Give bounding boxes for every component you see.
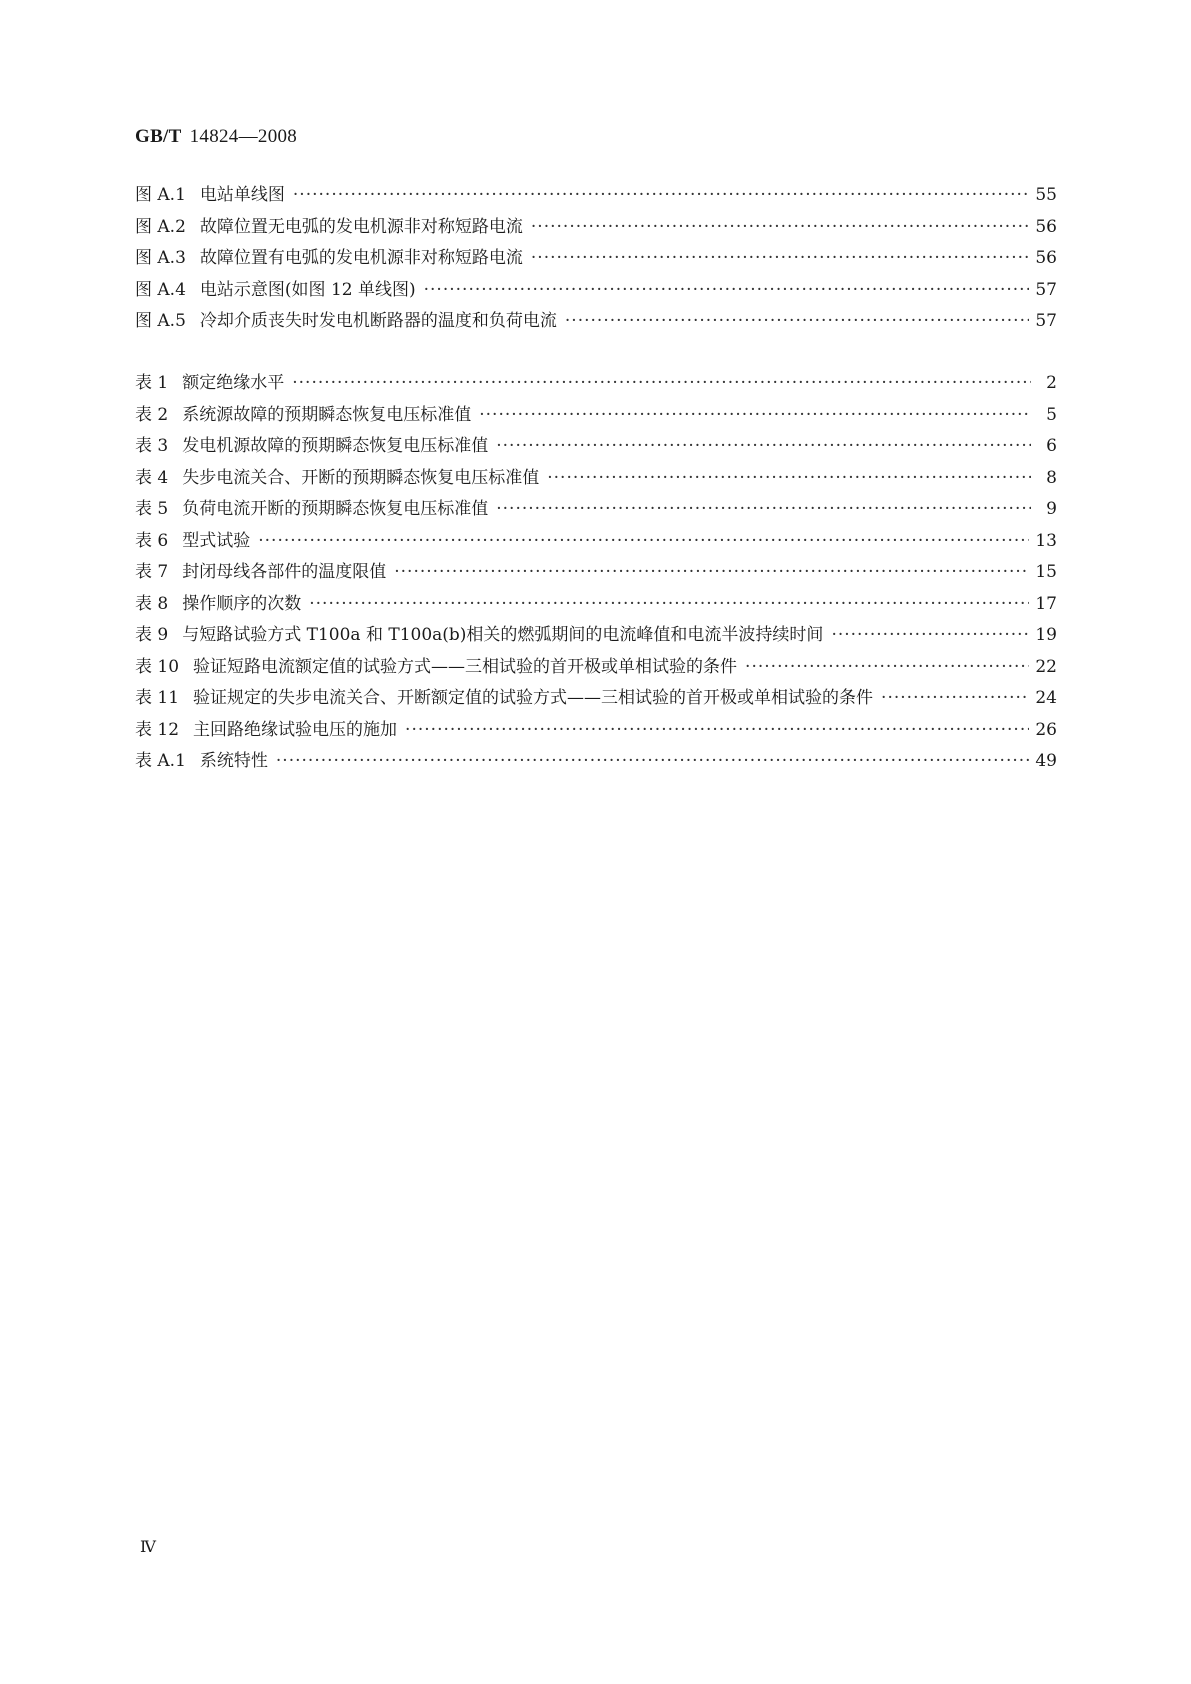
document-header — [135, 126, 297, 148]
toc-entry-title: 主回路绝缘试验电压的施加 — [193, 719, 398, 740]
toc-entry-label: 表 6 — [135, 530, 169, 551]
toc-entry-title: 封闭母线各部件的温度限值 — [182, 562, 387, 582]
toc-entry-title: 电站单线图 — [199, 185, 285, 205]
dot-leader — [258, 531, 1029, 551]
dot-leader — [565, 311, 1029, 331]
standard-code: GB/T — [135, 126, 182, 147]
dot-leader — [394, 562, 1029, 582]
dot-leader — [276, 751, 1029, 771]
dot-leader — [293, 185, 1029, 205]
dot-leader — [881, 688, 1029, 708]
toc-entry-page: 57 — [1035, 279, 1057, 300]
toc-entry-label: 表 5 — [135, 499, 169, 519]
toc-entry-label: 图 A.5 — [135, 311, 186, 331]
dot-leader — [309, 594, 1029, 614]
toc-entry-title: 故障位置有电弧的发电机源非对称短路电流 — [199, 248, 523, 268]
toc-entry[interactable] — [135, 746, 1057, 778]
toc-entry-label: 图 A.2 — [135, 216, 186, 237]
toc-entry-label: 表 11 — [135, 688, 180, 708]
toc-entry[interactable] — [135, 368, 1057, 400]
toc-entry[interactable] — [135, 180, 1057, 212]
toc-entry[interactable] — [135, 275, 1057, 307]
toc-entry-title: 故障位置无电弧的发电机源非对称短路电流 — [199, 216, 523, 237]
toc-entry-page: 8 — [1046, 467, 1057, 488]
toc-entry-page: 55 — [1035, 185, 1057, 205]
toc-entry-title: 验证短路电流额定值的试验方式——三相试验的首开极或单相试验的条件 — [193, 656, 738, 677]
toc-entry-page: 22 — [1035, 656, 1057, 677]
toc-entry-page: 13 — [1035, 530, 1057, 551]
toc-entry[interactable] — [135, 652, 1057, 684]
toc-entry[interactable] — [135, 306, 1057, 338]
toc-entry[interactable] — [135, 463, 1057, 495]
toc-entry-page: 5 — [1046, 404, 1057, 425]
toc-entry[interactable] — [135, 620, 1057, 652]
toc-entry-title: 冷却介质丧失时发电机断路器的温度和负荷电流 — [199, 311, 557, 331]
toc-entry[interactable] — [135, 715, 1057, 747]
toc-entry-label: 表 2 — [135, 404, 169, 425]
toc-entry-title: 与短路试验方式 T100a 和 T100a(b)相关的燃弧期间的电流峰值和电流半波持续时间 — [182, 625, 824, 645]
toc-entry-label: 表 12 — [135, 719, 180, 740]
figure-list — [135, 180, 1057, 338]
toc-entry-label: 表 A.1 — [135, 751, 186, 771]
toc-entry-page: 24 — [1035, 688, 1057, 708]
toc-entry-title: 系统源故障的预期瞬态恢复电压标准值 — [182, 404, 472, 425]
toc-entry-page: 17 — [1035, 593, 1057, 614]
toc-entry-page: 6 — [1046, 436, 1057, 456]
toc-entry-label: 表 7 — [135, 562, 169, 582]
toc-entry-page: 56 — [1035, 248, 1057, 268]
toc-entry-label: 图 A.1 — [135, 185, 186, 205]
toc-entry[interactable] — [135, 400, 1057, 432]
dot-leader — [405, 720, 1029, 740]
toc-entry-title: 系统特性 — [199, 751, 268, 771]
toc-entry-page: 26 — [1035, 719, 1057, 740]
toc-entry-label: 图 A.3 — [135, 248, 186, 268]
toc-entry-page: 9 — [1046, 499, 1057, 519]
toc-entry[interactable] — [135, 243, 1057, 275]
dot-leader — [531, 248, 1029, 268]
standard-number: 14824—2008 — [189, 126, 298, 147]
toc-entry[interactable] — [135, 431, 1057, 463]
toc-entry-label: 表 8 — [135, 593, 169, 614]
dot-leader — [496, 436, 1031, 456]
toc-entry-title: 验证规定的失步电流关合、开断额定值的试验方式——三相试验的首开极或单相试验的条件 — [193, 688, 874, 708]
toc-entry-title: 失步电流关合、开断的预期瞬态恢复电压标准值 — [182, 467, 540, 488]
toc-entry-page: 2 — [1046, 373, 1057, 393]
toc-entry-label: 表 1 — [135, 373, 169, 393]
dot-leader — [496, 499, 1031, 519]
toc-entry-label: 表 10 — [135, 656, 180, 677]
toc-entry[interactable] — [135, 212, 1057, 244]
toc-entry-title: 额定绝缘水平 — [182, 373, 285, 393]
toc-entry-label: 表 9 — [135, 625, 169, 645]
table-list — [135, 368, 1057, 778]
toc-entry-page: 19 — [1035, 625, 1057, 645]
toc-entry-page: 57 — [1035, 311, 1057, 331]
toc-entry-page: 15 — [1035, 562, 1057, 582]
toc-entry-title: 发电机源故障的预期瞬态恢复电压标准值 — [182, 436, 489, 456]
dot-leader — [531, 217, 1029, 237]
page-number: Ⅳ — [140, 1539, 156, 1556]
dot-leader — [424, 280, 1030, 300]
toc-entry-title: 负荷电流开断的预期瞬态恢复电压标准值 — [182, 499, 489, 519]
dot-leader — [479, 405, 1031, 425]
toc-entry-page: 56 — [1035, 216, 1057, 237]
toc-entry-title: 操作顺序的次数 — [182, 593, 302, 614]
toc-entry[interactable] — [135, 557, 1057, 589]
toc-entry-page: 49 — [1035, 751, 1057, 771]
dot-leader — [745, 657, 1029, 677]
toc-entry[interactable] — [135, 526, 1057, 558]
toc-entry-label: 表 4 — [135, 467, 169, 488]
toc-entry-label: 表 3 — [135, 436, 169, 456]
toc-entry-title: 型式试验 — [182, 530, 251, 551]
toc-entry-label: 图 A.4 — [135, 279, 186, 300]
dot-leader — [831, 625, 1029, 645]
toc-entry[interactable] — [135, 589, 1057, 621]
toc-entry[interactable] — [135, 683, 1057, 715]
dot-leader — [292, 373, 1031, 393]
toc-entry[interactable] — [135, 494, 1057, 526]
toc-entry-title: 电站示意图(如图 12 单线图) — [199, 279, 416, 300]
dot-leader — [547, 468, 1031, 488]
